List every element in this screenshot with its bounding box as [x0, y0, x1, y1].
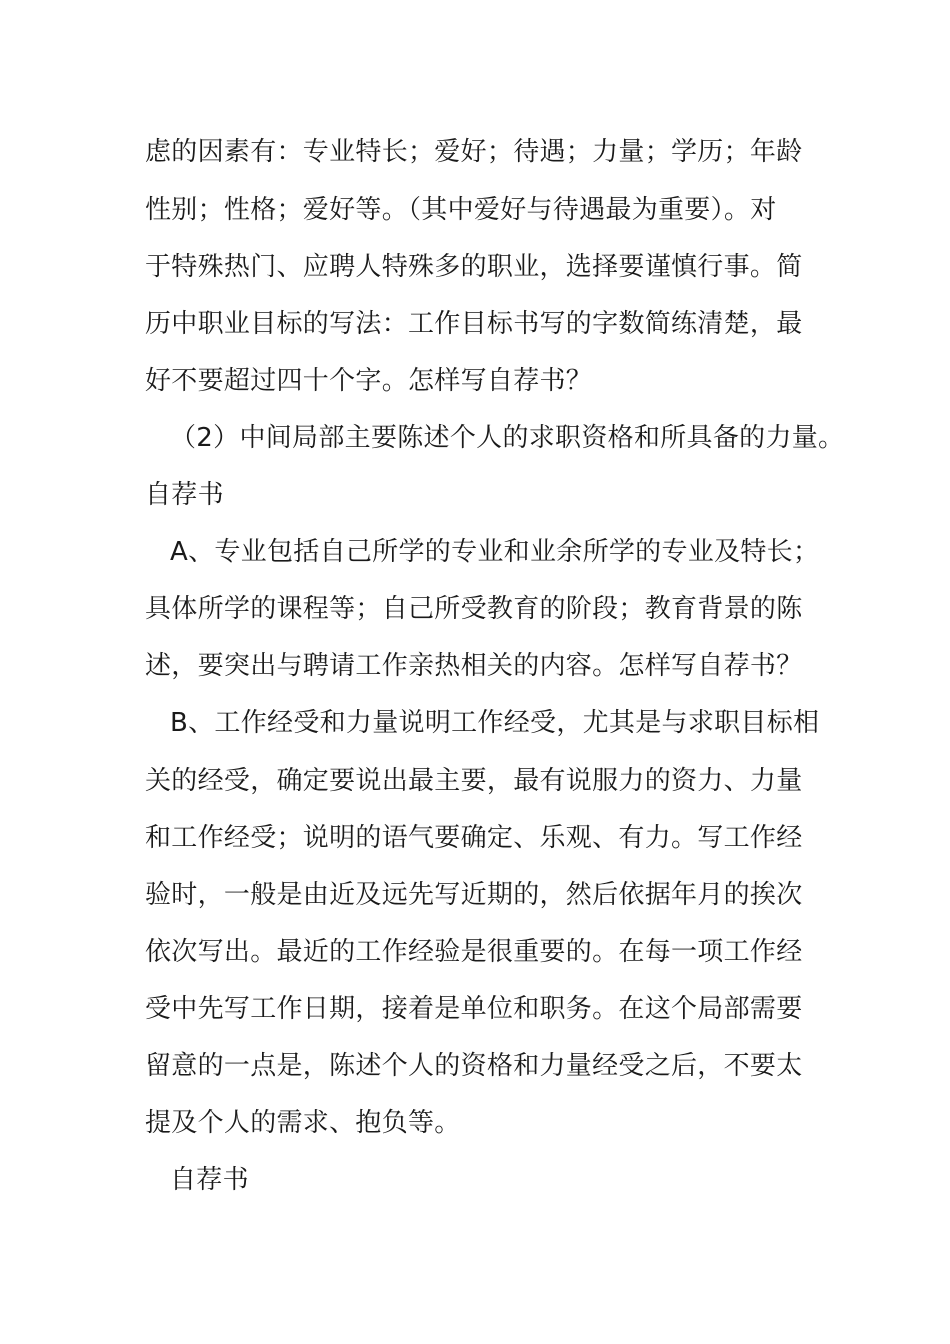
text-line: （2）中间局部主要陈述个人的求职资格和所具备的力量。 [170, 423, 845, 453]
text-line: 历中职业目标的写法：工作目标书写的字数简练清楚，最 [145, 309, 803, 339]
section-heading: 自荐书 [170, 1165, 249, 1195]
text-line: A、专业包括自己所学的专业和业余所学的专业及特长； [170, 537, 820, 567]
text-line: 于特殊热门、应聘人特殊多的职业，选择要谨慎行事。简 [145, 252, 803, 282]
text-line: 验时，一般是由近及远先写近期的，然后依据年月的挨次 [145, 880, 803, 910]
text-line: 留意的一点是，陈述个人的资格和力量经受之后，不要太 [145, 1051, 803, 1081]
text-line: 提及个人的需求、抱负等。 [145, 1108, 461, 1138]
text-line: 好不要超过四十个字。怎样写自荐书？ [145, 366, 593, 396]
text-line: B、工作经受和力量说明工作经受，尤其是与求职目标相 [170, 708, 820, 738]
text-line: 具体所学的课程等；自己所受教育的阶段；教育背景的陈 [145, 594, 803, 624]
text-line: 受中先写工作日期，接着是单位和职务。在这个局部需要 [145, 994, 803, 1024]
text-line: 依次写出。最近的工作经验是很重要的。在每一项工作经 [145, 937, 803, 967]
text-line: 述，要突出与聘请工作亲热相关的内容。怎样写自荐书？ [145, 651, 803, 681]
text-line: 性别；性格；爱好等。（其中爱好与待遇最为重要）。对 [145, 195, 777, 225]
section-heading: 自荐书 [145, 480, 224, 510]
text-line: 和工作经受；说明的语气要确定、乐观、有力。写工作经 [145, 823, 803, 853]
text-line: 关的经受，确定要说出最主要，最有说服力的资力、力量 [145, 766, 803, 796]
text-line: 虑的因素有：专业特长；爱好；待遇；力量；学历；年龄 [145, 137, 803, 167]
